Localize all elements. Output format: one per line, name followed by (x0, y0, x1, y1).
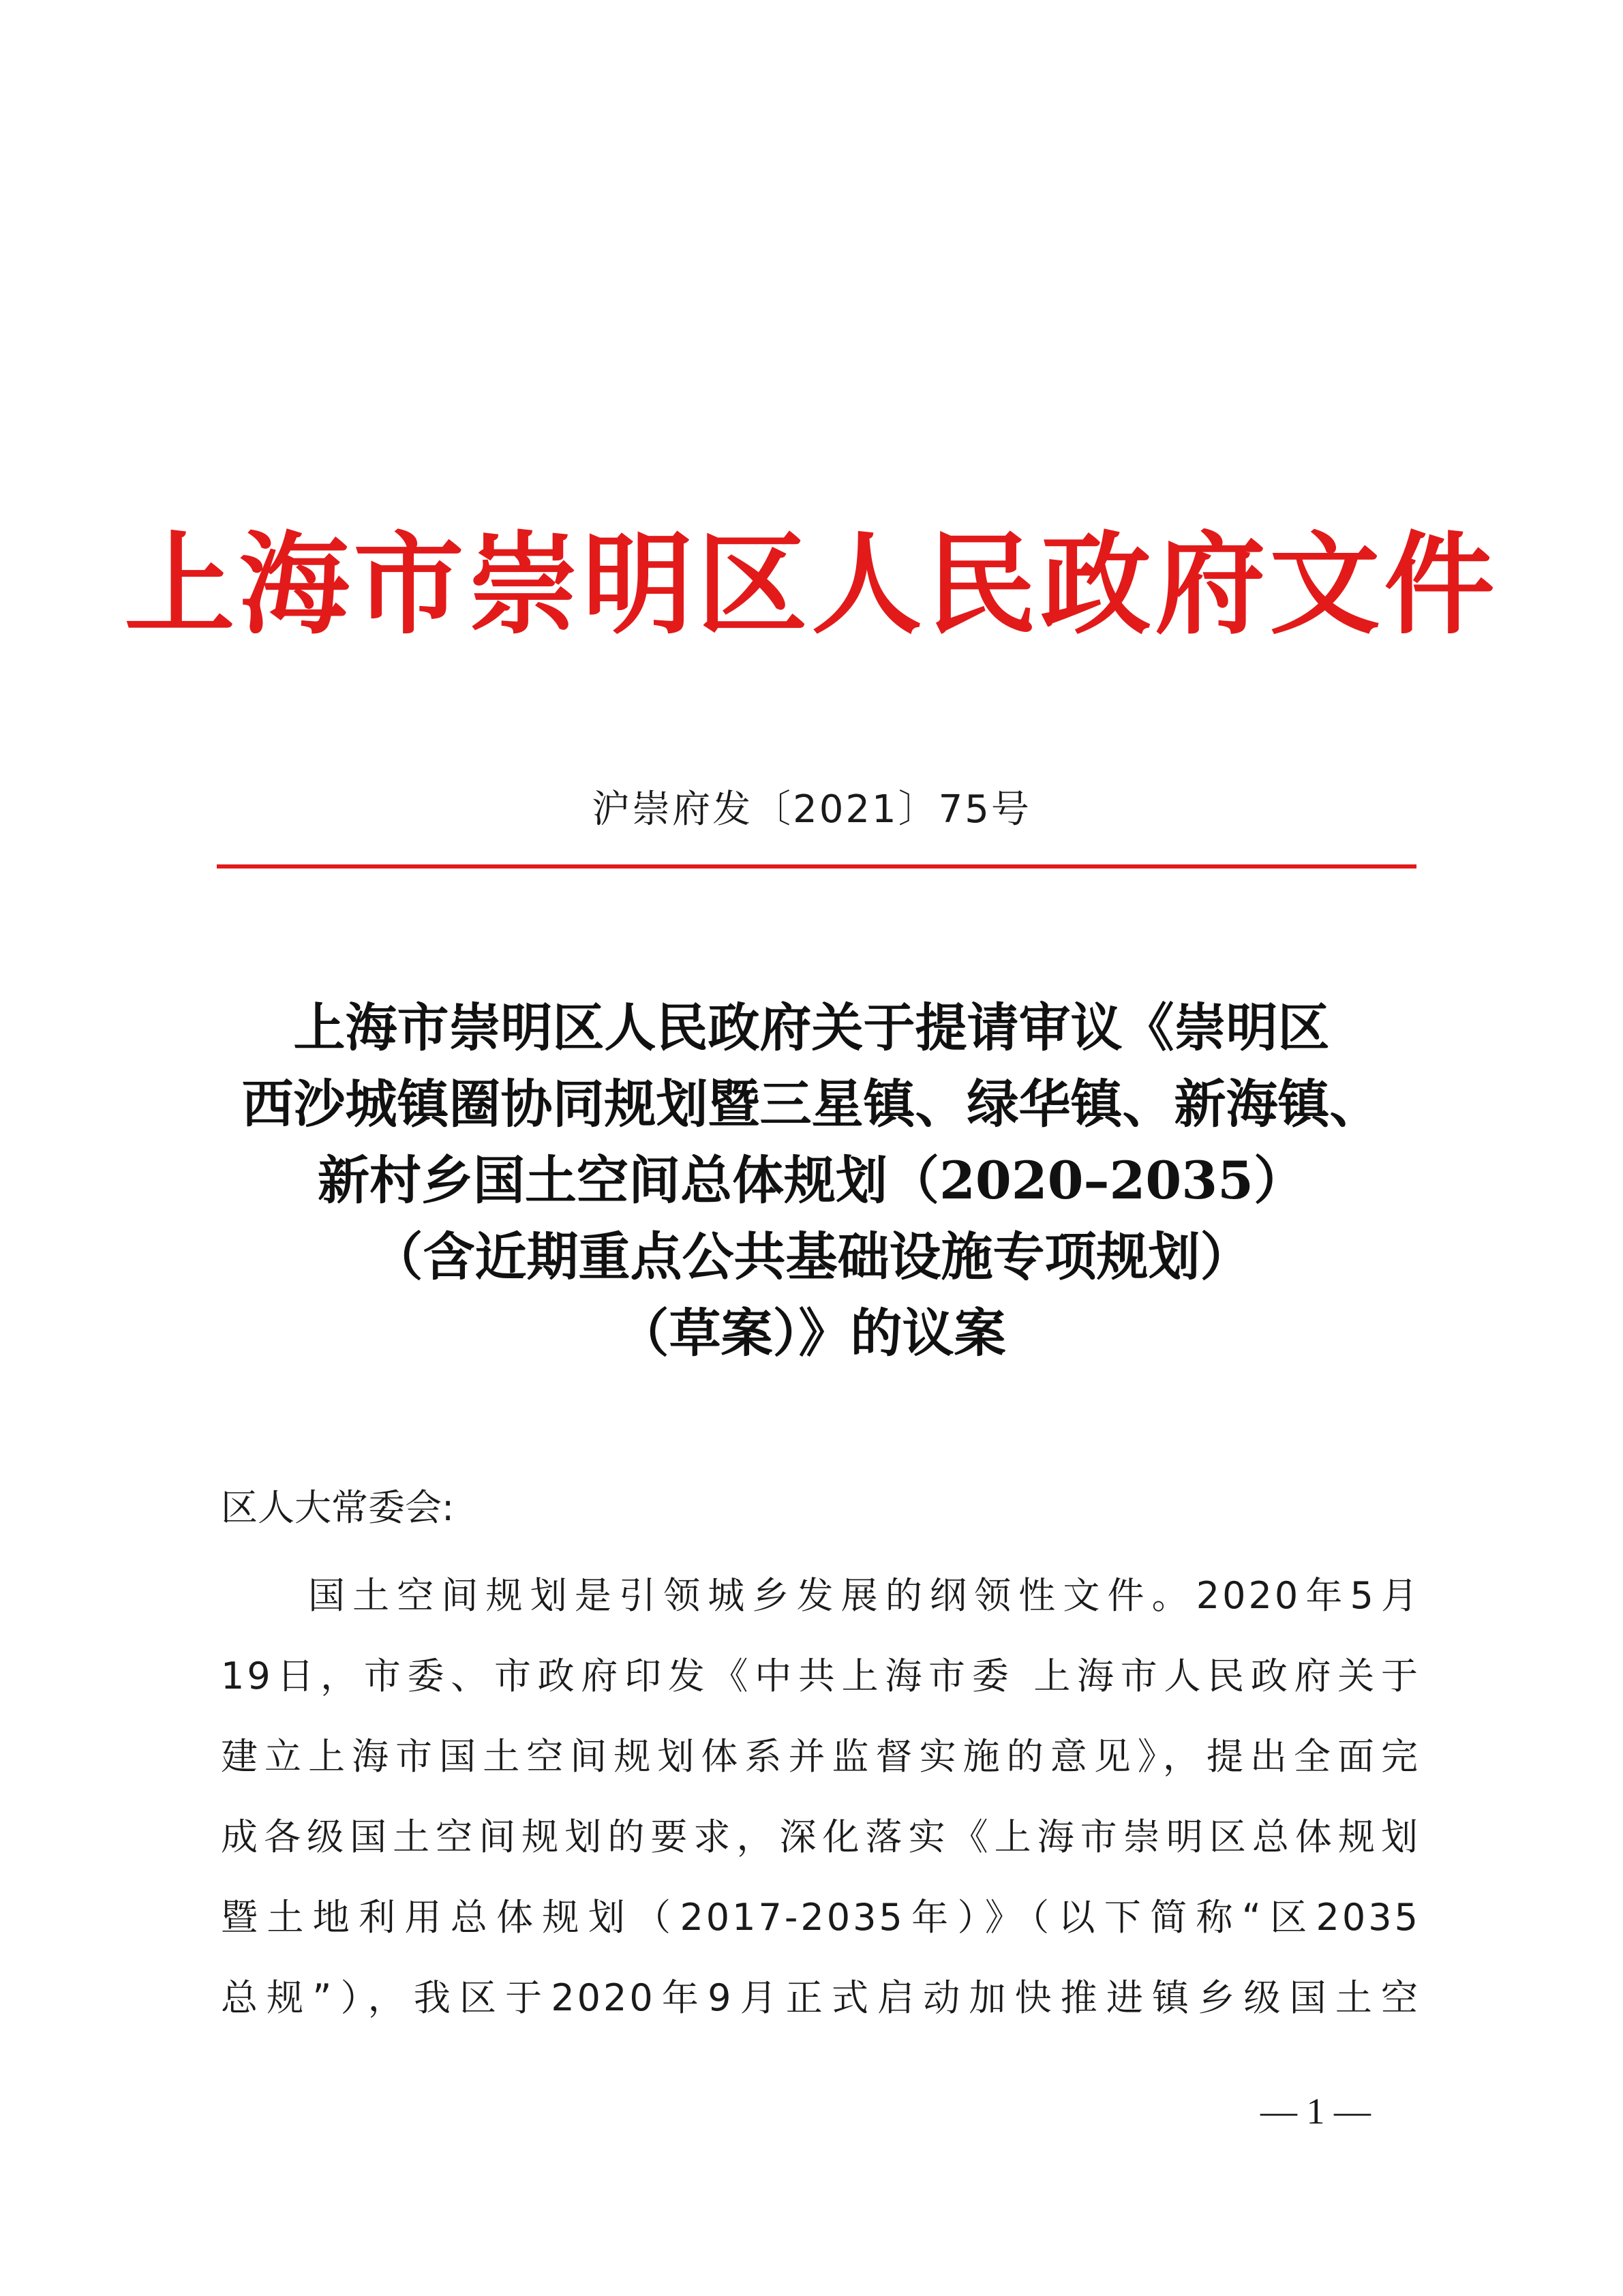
title-line: （含近期重点公共基础设施专项规划） (371, 1226, 1252, 1287)
title-line: 新村乡国土空间总体规划（2020–2035） (317, 1150, 1306, 1211)
body-line: 成各级国土空间规划的要求，深化落实《上海市崇明区总体规划 (221, 1815, 1421, 1858)
salutation: 区人大常委会: (221, 1486, 455, 1529)
masthead-title: 上海市崇明区人民政府文件 (124, 520, 1499, 650)
body-paragraph (221, 1556, 1421, 2038)
title-line: 上海市崇明区人民政府关于提请审议《崇明区 (293, 997, 1330, 1058)
red-divider-rule (217, 864, 1416, 868)
body-line: 19日，市委、市政府印发《中共上海市委 上海市人民政府关于 (221, 1655, 1421, 1697)
body-line: 总规”），我区于2020年9月正式启动加快推进镇乡级国土空 (221, 1976, 1421, 2019)
title-line: 西沙城镇圈协同规划暨三星镇、绿华镇、新海镇、 (241, 1074, 1382, 1134)
body-line: 暨土地利用总体规划（2017-2035年）》（以下简称“区2035 (221, 1896, 1421, 1939)
document-number: 沪崇府发〔2021〕75号 (592, 787, 1031, 832)
title-line: （草案）》的议案 (617, 1303, 1006, 1363)
body-line: 建立上海市国土空间规划体系并监督实施的意见》，提出全面完 (221, 1735, 1421, 1778)
document-title (0, 990, 1623, 1372)
page-number: — 1 — (1260, 2091, 1371, 2132)
body-line: 国土空间规划是引领城乡发展的纲领性文件。2020年5月 (308, 1574, 1421, 1617)
